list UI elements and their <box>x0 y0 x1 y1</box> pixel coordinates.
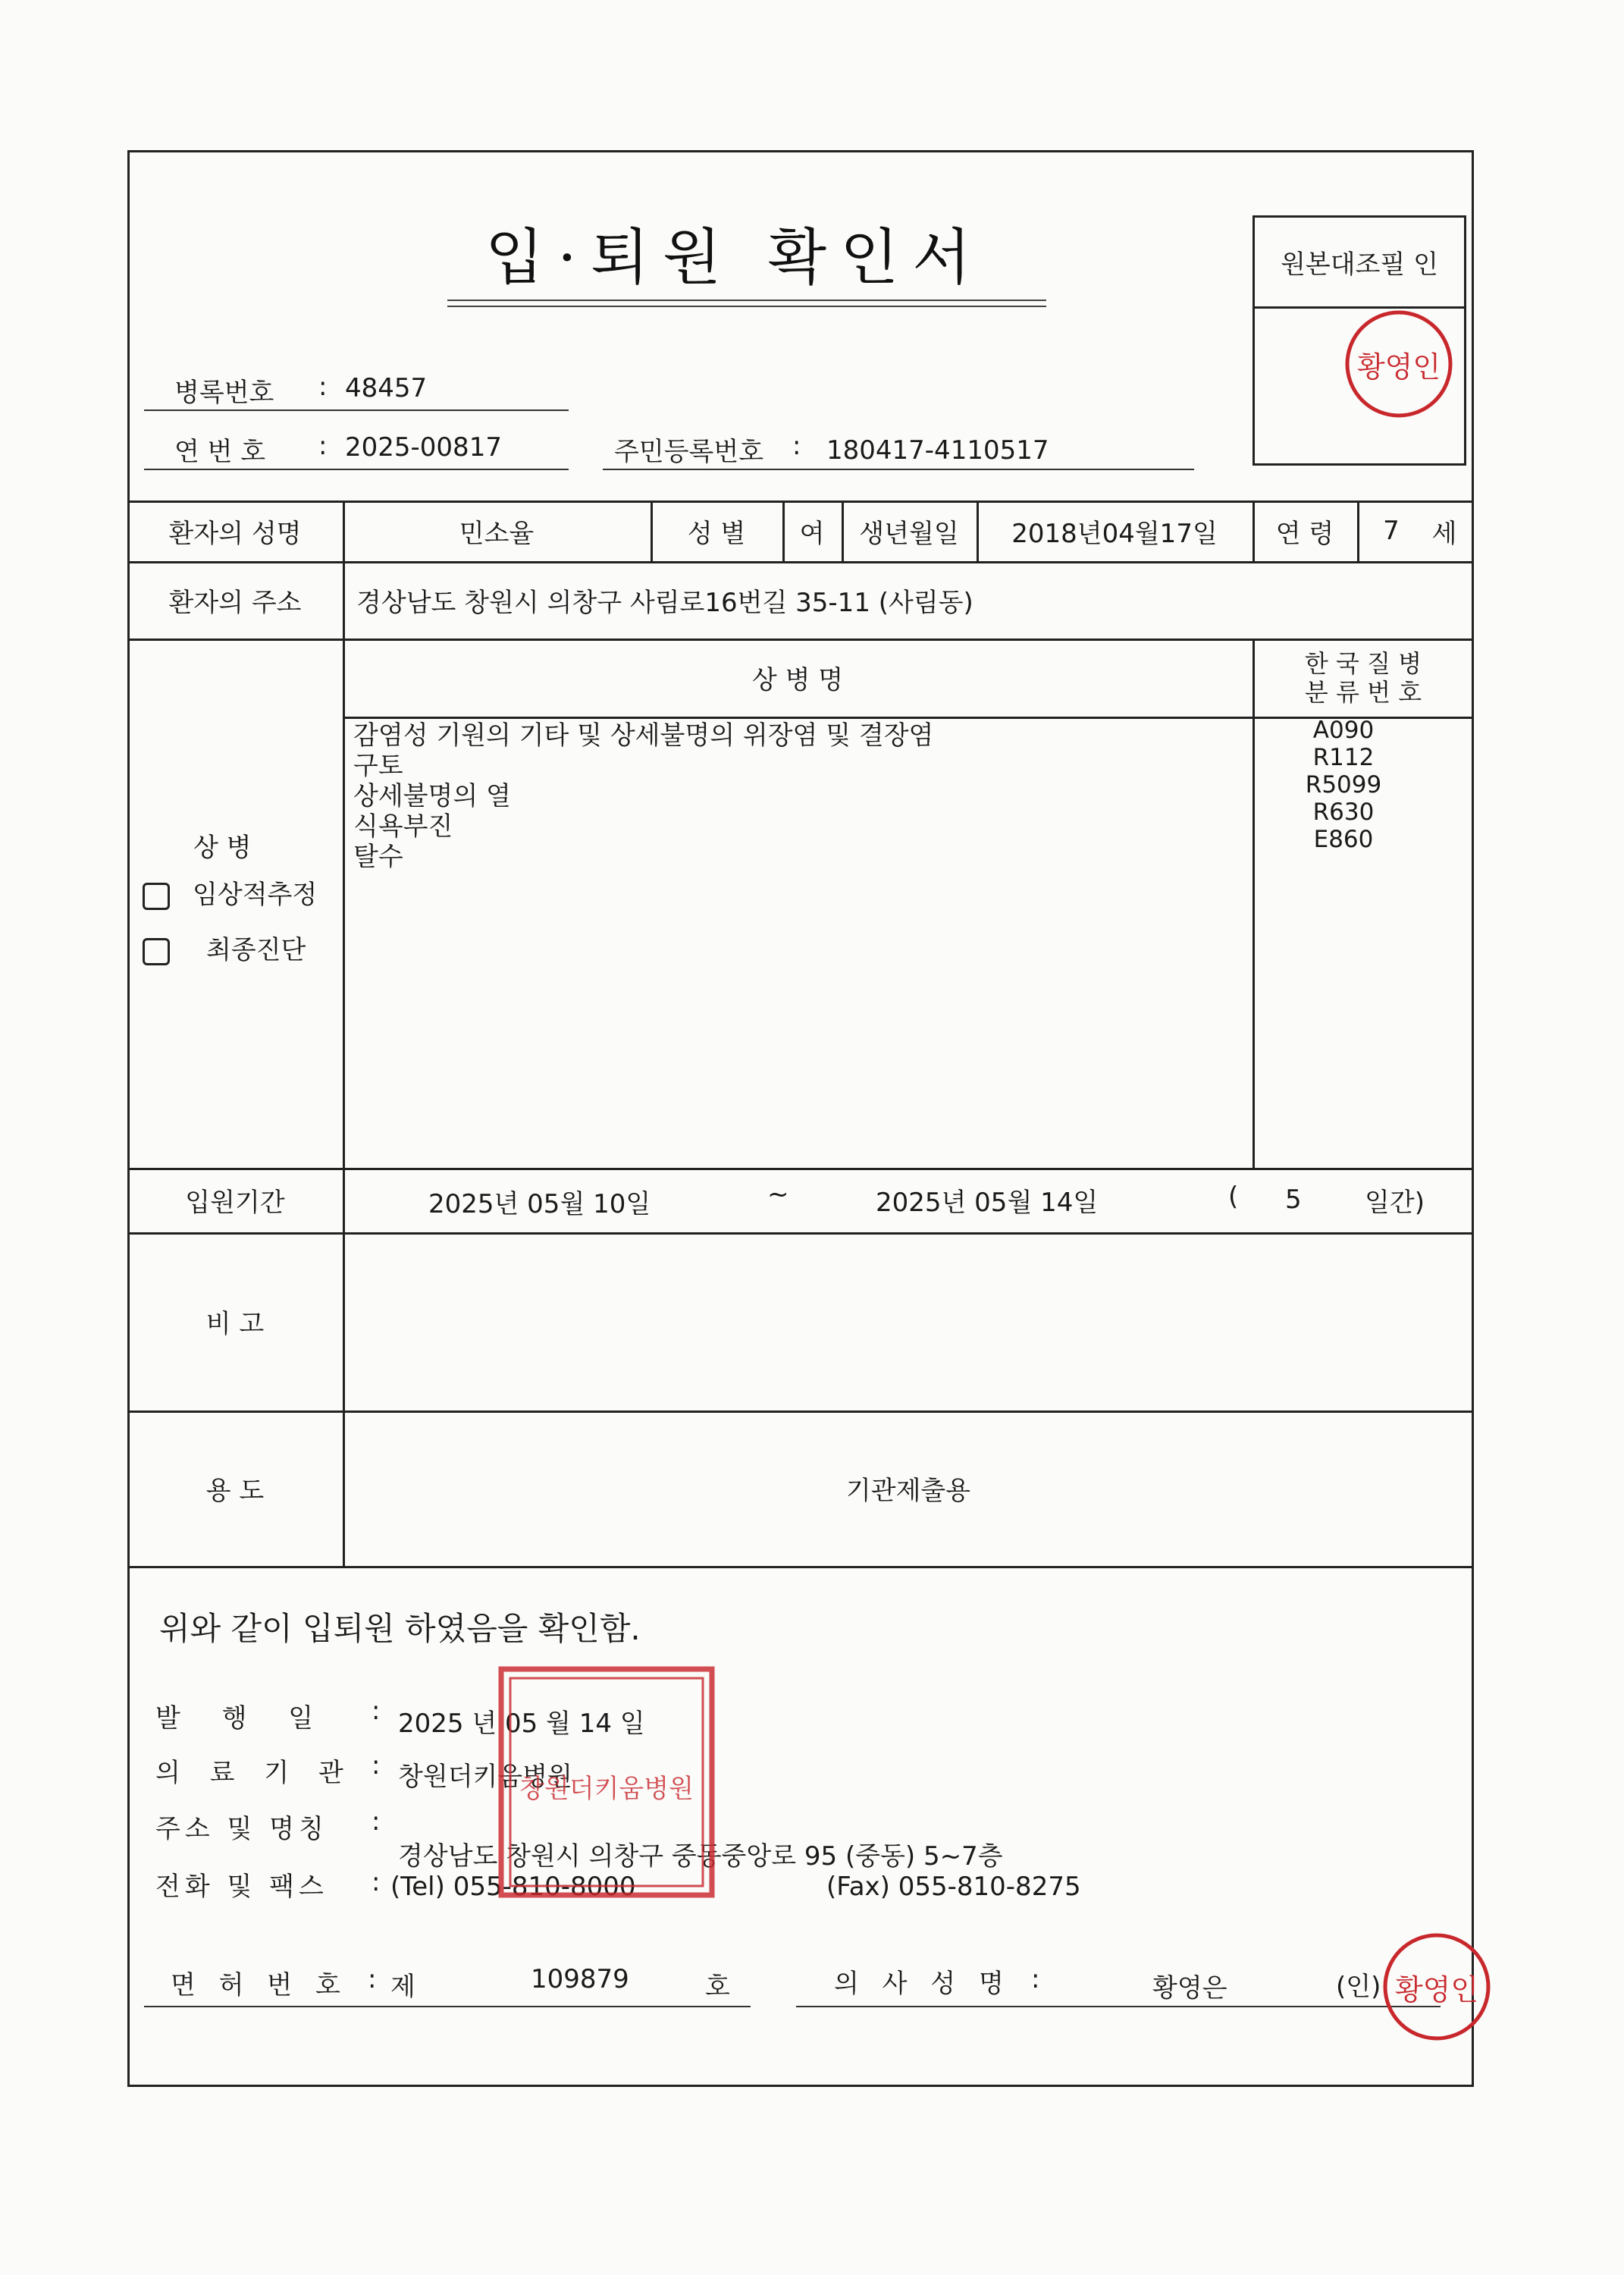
rrn-value: 180417-4110517 <box>826 435 1049 466</box>
admission-tilde: ~ <box>767 1179 789 1210</box>
diagnosis-item: 상세불명의 열 <box>353 781 511 811</box>
clinical-estimate-option[interactable] <box>143 874 317 911</box>
doctor-seal-mark: (인) <box>1336 1972 1381 2002</box>
issue-date-value: 2025 년 05 월 14 일 <box>398 1709 645 1739</box>
purpose-label: 용 도 <box>205 1476 265 1506</box>
diagnosis-item: 감염성 기원의 기타 및 상세불명의 위장염 및 결장염 <box>353 720 934 751</box>
dob-value: 2018년04월17일 <box>1011 518 1218 549</box>
age-value: 7 <box>1383 516 1400 546</box>
verification-seal <box>1342 307 1456 421</box>
verification-seal-text: 황영인 <box>1356 350 1441 384</box>
disease-code: R5099 <box>1305 771 1382 799</box>
license-colon: : <box>368 1964 377 1994</box>
hospital-seal-text: 창원더키움병원 <box>519 1774 694 1804</box>
doctor-seal <box>1380 1930 1494 2044</box>
rrn-colon: : <box>792 431 801 461</box>
disease-code: R112 <box>1312 744 1375 771</box>
disease-code-list <box>1252 717 1434 853</box>
record-no-colon: : <box>318 372 328 402</box>
institution-address: 경상남도 창원시 의창구 중동중앙로 95 (중동) 5~7층 <box>398 1841 1003 1872</box>
final-diagnosis-option[interactable] <box>143 929 306 966</box>
license-prefix: 제 <box>390 1972 415 2002</box>
record-no-underline <box>144 410 569 411</box>
title-underline <box>447 300 1046 301</box>
disease-code: R630 <box>1312 799 1375 826</box>
institution-label: 의 료 기 관 <box>155 1758 354 1788</box>
dob-label: 생년월일 <box>859 518 959 549</box>
remarks-value <box>356 1232 1463 1410</box>
serial-no-underline <box>144 469 569 470</box>
address-label: 주소 및 명칭 <box>155 1814 328 1844</box>
sex-value: 여 <box>799 518 825 549</box>
confirmation-text: 위와 같이 입퇴원 하였음을 확인함. <box>159 1610 641 1647</box>
institution-colon: : <box>372 1750 381 1781</box>
doctor-seal-text: 황영인 <box>1394 1973 1479 2007</box>
clinical-estimate-label: 임상적추정 <box>193 880 318 910</box>
record-no-value: 48457 <box>345 373 428 403</box>
diagnosis-item: 구토 <box>353 751 403 781</box>
patient-address-label: 환자의 주소 <box>168 587 302 618</box>
doctor-name-colon: : <box>1031 1964 1040 1994</box>
doctor-name-value: 황영은 <box>1152 1973 1227 2004</box>
serial-no-label: 연 번 호 <box>174 437 266 467</box>
clinical-estimate-checkbox[interactable] <box>143 883 170 910</box>
document-title: 입·퇴원 확인서 <box>485 222 985 293</box>
admission-days-unit: 일간) <box>1365 1188 1425 1218</box>
age-unit: 세 <box>1431 518 1457 549</box>
disease-code-header-line-1: 한 국 질 병 <box>1304 648 1422 678</box>
diagnosis-item: 식욕부진 <box>353 811 453 842</box>
title-underline-2 <box>447 306 1046 307</box>
disease-code: A090 <box>1312 717 1375 744</box>
phone-fax-label: 전화 및 팩스 <box>155 1872 328 1902</box>
license-label: 면 허 번 호 <box>171 1970 348 2000</box>
admission-open-paren: ( <box>1228 1181 1239 1212</box>
doctor-name-label: 의 사 성 명 <box>834 1969 1011 1999</box>
serial-no-value: 2025-00817 <box>345 432 502 463</box>
license-suffix: 호 <box>705 1972 730 2002</box>
institution-value: 창원더키움병원 <box>398 1762 572 1792</box>
diagnosis-list <box>353 720 933 872</box>
issue-date-label: 발 행 일 <box>155 1703 331 1734</box>
diagnosis-item: 탈수 <box>353 842 403 872</box>
tel-value: (Tel) 055-810-8000 <box>390 1872 636 1902</box>
grid-line <box>127 1566 1474 1568</box>
patient-name-value: 민소율 <box>459 518 535 549</box>
issue-date-colon: : <box>372 1696 381 1726</box>
admission-days: 5 <box>1285 1185 1302 1215</box>
phone-fax-colon: : <box>372 1867 381 1897</box>
final-diagnosis-label: 최종진단 <box>206 935 306 965</box>
admission-end: 2025년 05월 14일 <box>876 1188 1099 1218</box>
purpose-value: 기관제출용 <box>845 1476 971 1506</box>
record-no-label: 병록번호 <box>174 378 274 408</box>
age-label: 연 령 <box>1275 518 1334 549</box>
license-underline <box>144 2006 751 2007</box>
disease-code: E860 <box>1313 826 1374 853</box>
patient-name-label: 환자의 성명 <box>168 518 302 549</box>
address-colon: : <box>372 1806 381 1837</box>
fax-value: (Fax) 055-810-8275 <box>826 1872 1081 1902</box>
diagnosis-name-header: 상 병 명 <box>751 665 844 695</box>
rrn-underline <box>603 469 1194 470</box>
original-copy-label: 원본대조필 인 <box>1255 218 1464 309</box>
patient-address-value: 경상남도 창원시 의창구 사림로16번길 35-11 (사림동) <box>356 587 973 618</box>
serial-no-colon: : <box>318 431 328 461</box>
license-number: 109879 <box>531 1964 629 1994</box>
admission-start: 2025년 05월 10일 <box>428 1189 651 1219</box>
remarks-label: 비 고 <box>205 1309 265 1339</box>
admission-period-label: 입원기간 <box>185 1188 285 1218</box>
doctor-name-underline <box>796 2006 1441 2007</box>
disease-code-header-line-2: 분 류 번 호 <box>1304 677 1422 707</box>
disease-code-header <box>1252 639 1474 717</box>
sex-label: 성 별 <box>687 518 746 549</box>
rrn-label: 주민등록번호 <box>614 437 764 467</box>
hospital-seal <box>497 1665 716 1900</box>
diagnosis-section-label: 상 병 <box>193 833 252 863</box>
final-diagnosis-checkbox[interactable] <box>143 938 170 965</box>
